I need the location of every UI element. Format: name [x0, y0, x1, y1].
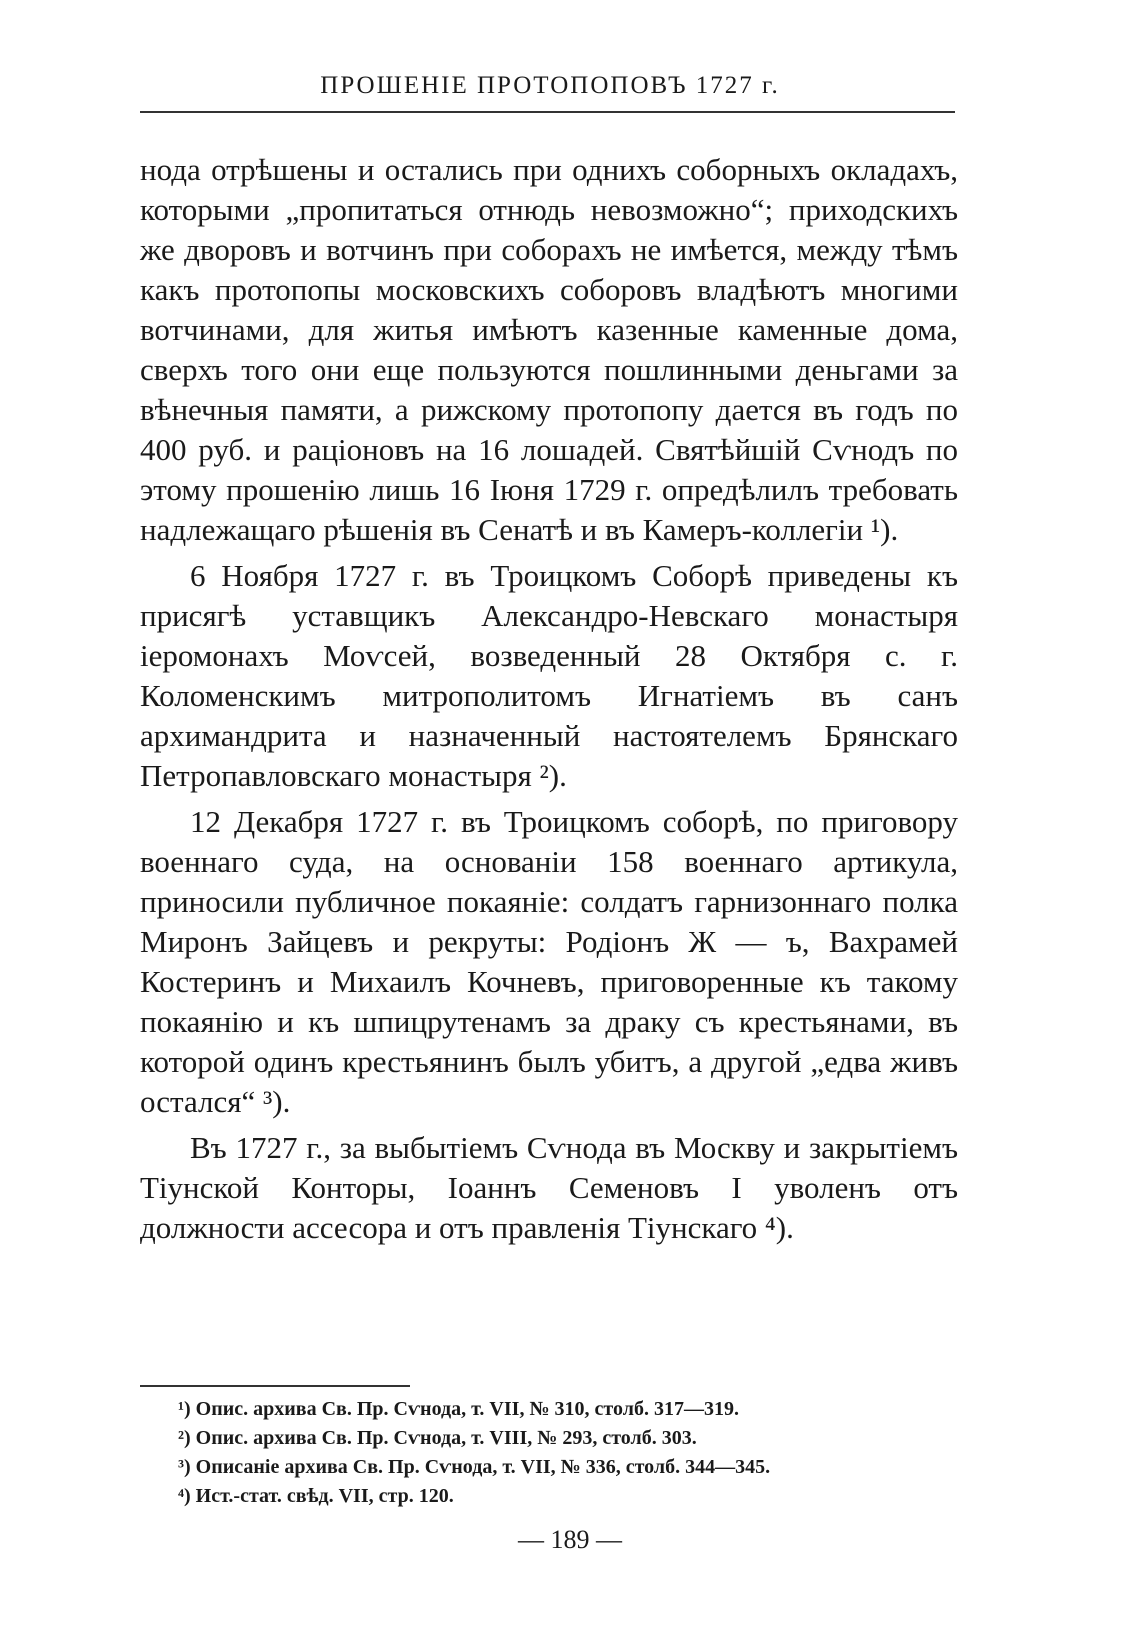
footnote-1: ¹) Опис. архива Св. Пр. Сѵнода, т. VII, № 310, столб. 317—319. — [178, 1398, 739, 1420]
paragraph-december-1727: 12 Декабря 1727 г. въ Троицкомъ соборѣ, по приговору военнаго суда, на основаніи 158 военнаго артикула, приносили публичное покаяніе: солдатъ гарнизоннаго полка Миронъ Зайцевъ и рекруты: Родіонъ Ж — ъ, Вахрамей Костеринъ и Михаилъ Кочневъ, приговоренные къ такому покаянію и къ шпицрутенамъ за драку съ крестьянами, въ которой одинъ крестьянинъ былъ убитъ, а другой „едва живъ остался“ ³). — [140, 804, 958, 1119]
footnote-rule — [140, 1385, 410, 1387]
paragraph-1727-synod: Въ 1727 г., за выбытіемъ Сѵнода въ Москву и закрытіемъ Тіунской Конторы, Іоаннъ Семеновъ I уволенъ отъ должности ассесора и отъ правленія Тіунскаго ⁴). — [140, 1130, 958, 1245]
footnote-2: ²) Опис. архива Св. Пр. Сѵнода, т. VIII, № 293, столб. 303. — [178, 1427, 697, 1449]
running-header: ПРОШЕНІЕ ПРОТОПОПОВЪ 1727 г. — [320, 72, 780, 99]
paragraph-november-1727: 6 Ноября 1727 г. въ Троицкомъ Соборѣ приведены къ присягѣ уставщикъ Александро-Невскаго монастыря іеромонахъ Моѵсей, возведенный 28 Октября с. г. Коломенскимъ митрополитомъ Игнатіемъ въ санъ архимандрита и назначенный настоятелемъ Брянскаго Петропавловскаго монастыря ²). — [140, 558, 958, 793]
footnotes — [178, 1395, 958, 1511]
main-text — [140, 150, 958, 1248]
header-rule — [140, 111, 955, 113]
page-number: — 189 — — [518, 1525, 622, 1554]
footnote-4: ⁴) Ист.-стат. свѣд. VII, стр. 120. — [178, 1485, 454, 1507]
paragraph-continuation: нода отрѣшены и остались при однихъ соборныхъ окладахъ, которыми „пропитаться отнюдь невозможно“; приходскихъ же дворовъ и вотчинъ при соборахъ не имѣется, между тѣмъ какъ протопопы московскихъ соборовъ владѣютъ многими вотчинами, для житья имѣютъ казенные каменные дома, сверхъ того они еще пользуются пошлинными деньгами за вѣнечныя памяти, а рижскому протопопу дается въ годъ по 400 руб. и раціоновъ на 16 лошадей. Святѣйшій Сѵнодъ по этому прошенію лишь 16 Іюня 1729 г. опредѣлилъ требовать надлежащаго рѣшенія въ Сенатѣ и въ Камеръ-коллегіи ¹). — [140, 152, 958, 547]
footnote-3: ³) Описаніе архива Св. Пр. Сѵнода, т. VII, № 336, столб. 344—345. — [178, 1456, 771, 1478]
